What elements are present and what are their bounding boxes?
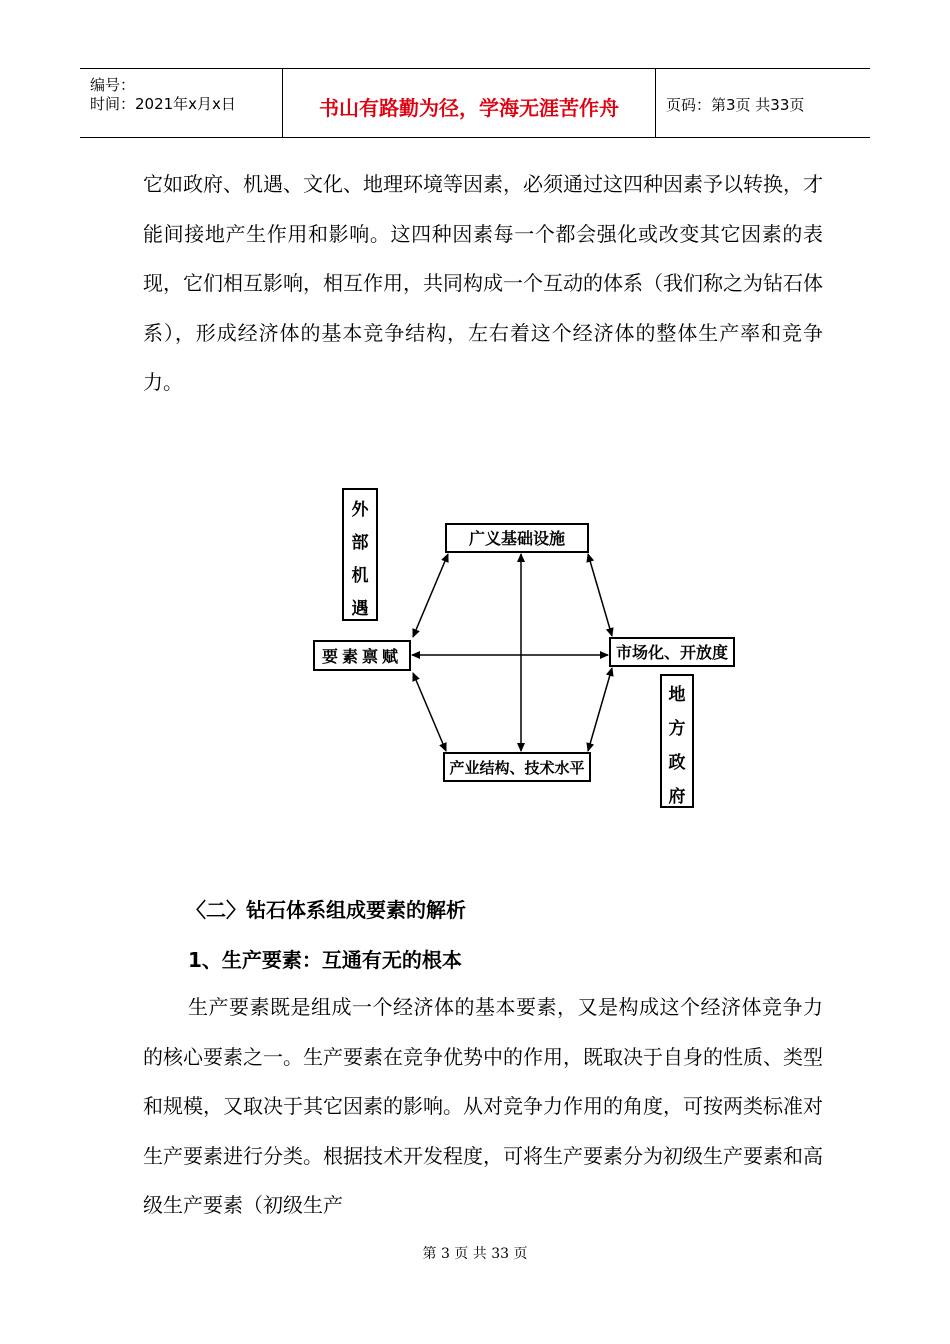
local-gov-label-char: 府 <box>668 787 686 807</box>
diagram-arrows <box>412 554 612 751</box>
arrow-factors-industry <box>413 673 446 751</box>
external-label-char: 外 <box>351 500 369 520</box>
header-motto-cell <box>282 69 656 137</box>
external-label-char: 机 <box>351 566 369 586</box>
market-box <box>610 638 734 666</box>
infrastructure-label: 广义基础设施 <box>468 529 566 548</box>
arrow-market-industry <box>588 668 612 751</box>
sub-heading: 1、生产要素：互通有无的根本 <box>188 948 462 972</box>
header-page-cell <box>656 69 870 137</box>
body-paragraph: 生产要素既是组成一个经济体的基本要素，又是构成这个经济体竞争力的核心要素之一。生产要素在竞争优势中的作用，既取决于自身的性质、类型和规模，又取决于其它因素的影响。从对竞争力作用的角度，可按两类标准对生产要素进行分类。根据技术开发程度，可将生产要素分为初级生产要素和高级生产要素（初级生产 <box>143 995 823 1217</box>
industry-box <box>444 753 590 781</box>
diamond-diagram <box>300 480 760 820</box>
motto: 书山有路勤为径，学海无涯苦作舟 <box>319 96 619 120</box>
external-label-char: 遇 <box>351 599 369 619</box>
page-label: 页码：第3页 共33页 <box>666 96 805 114</box>
market-label: 市场化、开放度 <box>615 643 729 662</box>
page-footer: 第 3 页 共 33 页 <box>422 1246 528 1262</box>
infrastructure-box <box>446 524 588 552</box>
factors-label: 要素禀赋 <box>321 647 403 666</box>
arrow-infra-market <box>588 554 612 636</box>
local-gov-label-char: 政 <box>668 753 686 773</box>
external-label-char: 部 <box>351 533 369 553</box>
intro-paragraph: 它如政府、机遇、文化、地理环境等因素，必须通过这四种因素予以转换，才能间接地产生作用和影响。这四种因素每一个都会强化或改变其它因素的表现，它们相互影响，相互作用，共同构成一个互动的体系（我们称之为钻石体系），形成经济体的基本竞争结构，左右着这个经济体的整体生产率和竞争力。 <box>143 172 823 394</box>
factors-box <box>314 641 410 670</box>
time-label: 时间：2021年x月x日 <box>90 95 236 113</box>
section-heading: 〈二〉钻石体系组成要素的解析 <box>186 898 466 922</box>
number-label: 编号： <box>90 76 136 94</box>
local-gov-label-char: 方 <box>668 719 686 739</box>
external-box <box>343 489 377 620</box>
header-meta <box>80 69 280 137</box>
local-gov-label-char: 地 <box>668 685 686 705</box>
industry-label: 产业结构、技术水平 <box>449 759 585 777</box>
page-header <box>80 68 870 138</box>
local-gov-box <box>661 675 693 807</box>
arrow-factors-infra <box>413 554 448 637</box>
